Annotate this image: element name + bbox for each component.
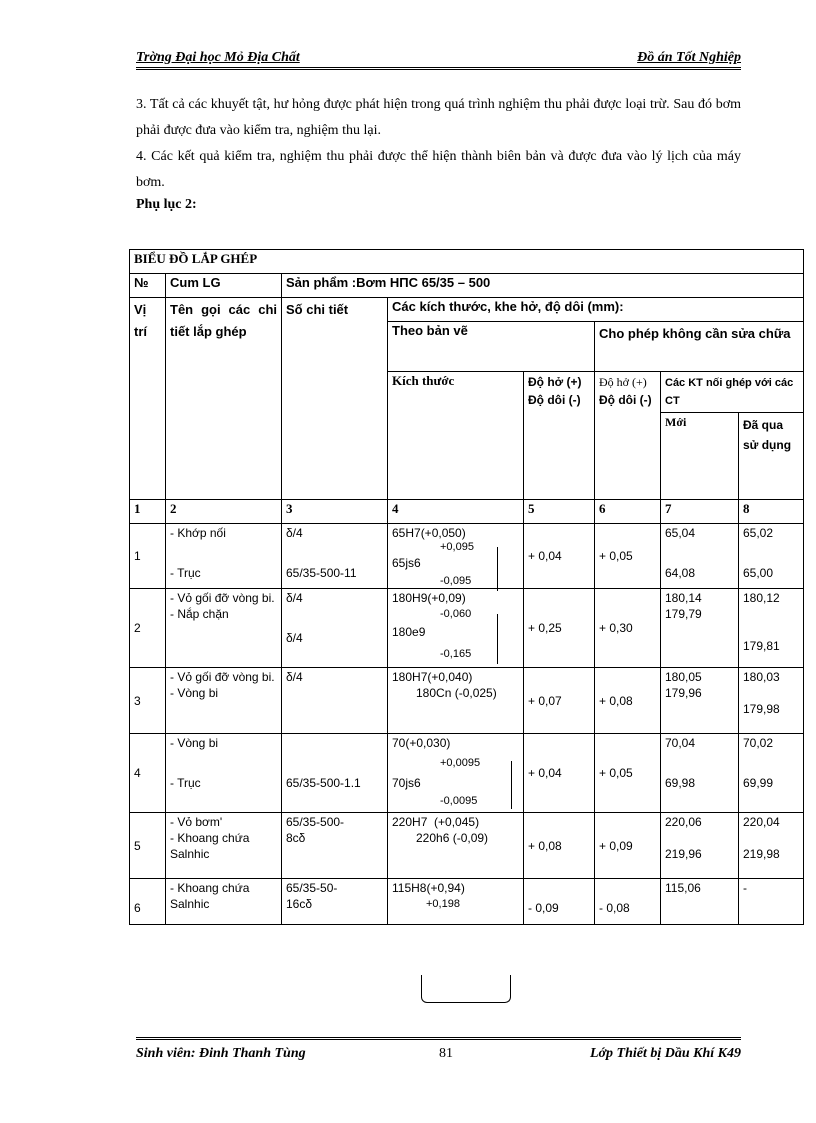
- new-value: 179,79: [665, 607, 702, 621]
- part-no: δ/4: [286, 526, 303, 540]
- used-value: 69,99: [743, 776, 774, 790]
- upper-deviation: +0,095: [440, 541, 474, 553]
- header-clearance-1: Độ hở (+): [528, 375, 582, 389]
- used-value: 219,98: [743, 847, 780, 861]
- row-part-nos: [282, 879, 388, 925]
- header-size: Kích thước: [388, 372, 524, 500]
- upper-deviation: +0,198: [426, 898, 460, 910]
- row-new: [661, 524, 739, 589]
- header-doc-type: Đồ án Tốt Nghiệp: [637, 50, 741, 65]
- new-value: 64,08: [665, 566, 696, 580]
- row-no: 3: [130, 668, 166, 734]
- size-tolerance: 180H9(+0,09): [392, 591, 466, 605]
- used-value: 70,02: [743, 736, 774, 750]
- used-value: 220,04: [743, 815, 780, 829]
- header-drawing: Theo bản vẽ: [388, 322, 595, 372]
- table-row: [130, 879, 804, 925]
- interference-drawing: - 0,09: [524, 879, 595, 925]
- row-part-nos: [282, 589, 388, 668]
- brace-icon: [446, 547, 498, 591]
- part-name: - Vỏ bơm': [170, 815, 223, 829]
- row-part-nos: [282, 734, 388, 813]
- header-dims: Các kích thước, khe hở, độ dôi (mm):: [388, 298, 804, 322]
- used-value: 65,02: [743, 526, 774, 540]
- row-part-names: [166, 589, 282, 668]
- row-size: [388, 879, 524, 925]
- new-value: 219,96: [665, 847, 702, 861]
- row-used: [739, 734, 804, 813]
- upper-deviation: +0,0095: [440, 757, 481, 769]
- row-part-names: [166, 813, 282, 879]
- page-footer: [136, 1046, 741, 1066]
- row-no: 4: [130, 734, 166, 813]
- new-value: 220,06: [665, 815, 702, 829]
- part-no: 65/35-500-11: [286, 566, 357, 580]
- header-position: Vị trí: [130, 298, 166, 500]
- col-num-8: 8: [739, 500, 804, 524]
- used-value: 179,98: [743, 702, 780, 716]
- page-number: 81: [439, 1046, 453, 1061]
- table-row: [130, 524, 804, 589]
- row-part-names: [166, 879, 282, 925]
- new-value: 180,05: [665, 670, 702, 684]
- row-no: 5: [130, 813, 166, 879]
- size-base: 65js6: [392, 556, 421, 570]
- paragraph-3: 3. Tất cả các khuyết tật, hư hỏng được phát hiện trong quá trình nghiệm thu phải được loại trừ. Sau đó bơm phải được đưa vào kiểm tra, nghiệm thu lại.: [136, 97, 741, 138]
- table-row: [130, 734, 804, 813]
- part-no: 65/35-500-1.1: [286, 776, 361, 790]
- new-value: 70,04: [665, 736, 696, 750]
- header-school: Trờng Đại học Mỏ Địa Chất: [136, 50, 300, 65]
- header-allowed: Cho phép không cần sửa chữa: [595, 322, 804, 372]
- size-tolerance: 180H7(+0,040): [392, 670, 473, 684]
- new-value: 69,98: [665, 776, 696, 790]
- table-title: BIỂU ĐỒ LẮP GHÉP: [130, 250, 804, 274]
- header-rule: [136, 67, 741, 70]
- row-no: 1: [130, 524, 166, 589]
- header-part-name: Tên gọi các chi tiết lắp ghép: [166, 298, 282, 500]
- row-no: 2: [130, 589, 166, 668]
- row-size: [388, 524, 524, 589]
- new-value: 115,06: [665, 881, 701, 895]
- part-name: - Vỏ gối đỡ vòng bi.: [170, 591, 275, 605]
- header-interference-1: Độ dôi (-): [528, 393, 581, 407]
- clearance-drawing: + 0,04: [524, 734, 595, 813]
- part-no: 65/35-50-16cδ: [286, 881, 338, 911]
- row-new: [661, 879, 739, 925]
- header-new: Mới: [661, 413, 739, 499]
- part-name: - Trục: [170, 566, 201, 580]
- row-new: [661, 813, 739, 879]
- used-value: -: [743, 881, 747, 895]
- header-interference-2: Độ dôi (-): [599, 393, 652, 407]
- row-used: [739, 813, 804, 879]
- upper-deviation: -0,060: [440, 608, 472, 620]
- used-value: 65,00: [743, 566, 774, 580]
- part-name: - Khớp nối: [170, 526, 226, 540]
- part-no: 65/35-500-8cδ: [286, 815, 345, 845]
- col-num-5: 5: [524, 500, 595, 524]
- size-tolerance: 65H7(+0,050): [392, 526, 466, 540]
- size-tolerance: 220H7 (+0,045): [392, 815, 480, 829]
- header-kt: Các KT nối ghép với các CT: [661, 372, 803, 413]
- row-new: [661, 668, 739, 734]
- table-row: [130, 668, 804, 734]
- header-product: Sản phẩm :Bơm HПС 65/35 – 500: [282, 274, 804, 298]
- clearance-allowed: + 0,05: [595, 524, 661, 589]
- header-used: Đã qua sử dụng: [743, 418, 792, 452]
- row-part-nos: [282, 813, 388, 879]
- row-used: [739, 589, 804, 668]
- part-name: - Khoang chứa Salnhic: [170, 881, 250, 911]
- row-part-names: [166, 524, 282, 589]
- row-no: 6: [130, 879, 166, 925]
- row-size: [388, 813, 524, 879]
- new-value: 65,04: [665, 526, 696, 540]
- used-value: 180,12: [743, 591, 780, 605]
- interference-allowed: - 0,08: [595, 879, 661, 925]
- header-no: №: [130, 274, 166, 298]
- col-num-6: 6: [595, 500, 661, 524]
- size-tolerance: 70(+0,030): [392, 736, 451, 750]
- brace-icon: [421, 975, 511, 1003]
- header-group: Cum LG: [166, 274, 282, 298]
- brace-icon: [446, 614, 498, 664]
- brace-icon: [446, 761, 512, 809]
- new-value: 179,96: [665, 686, 702, 700]
- part-no: δ/4: [286, 631, 303, 645]
- size-base: 180e9: [392, 625, 426, 639]
- header-joint-dims: [661, 372, 804, 500]
- row-size: [388, 668, 524, 734]
- col-num-1: 1: [130, 500, 166, 524]
- table-row: [130, 589, 804, 668]
- clearance-allowed: + 0,05: [595, 734, 661, 813]
- part-name: - Vỏ gối đỡ vòng bi.: [170, 670, 275, 684]
- row-new: [661, 589, 739, 668]
- row-used: [739, 524, 804, 589]
- col-num-2: 2: [166, 500, 282, 524]
- header-clearance-2: Độ hở (+): [599, 375, 647, 389]
- header-clearance-inter-2: [595, 372, 661, 500]
- size-tolerance: 115H8(+0,94): [392, 881, 465, 895]
- clearance-allowed: + 0,08: [595, 668, 661, 734]
- part-name: - Nắp chặn: [170, 607, 229, 621]
- row-part-nos: [282, 524, 388, 589]
- used-value: 179,81: [743, 639, 780, 653]
- part-name: - Vòng bi: [170, 736, 219, 750]
- appendix-title: Phụ lục 2:: [136, 197, 197, 212]
- size-base: 180Cn (-0,025): [416, 686, 497, 700]
- part-name: - Khoang chứa Salnhic: [170, 831, 250, 861]
- row-part-names: [166, 734, 282, 813]
- lower-deviation: -0,165: [440, 648, 472, 660]
- part-no: δ/4: [286, 670, 303, 684]
- clearance-drawing: + 0,08: [524, 813, 595, 879]
- row-part-names: [166, 668, 282, 734]
- size-base: 70js6: [392, 776, 421, 790]
- header-clearance-inter-1: [524, 372, 595, 500]
- part-no: δ/4: [286, 591, 303, 605]
- row-size: [388, 589, 524, 668]
- row-used: [739, 668, 804, 734]
- col-num-7: 7: [661, 500, 739, 524]
- col-num-3: 3: [282, 500, 388, 524]
- row-used: [739, 879, 804, 925]
- row-part-nos: [282, 668, 388, 734]
- lower-deviation: -0,0095: [440, 795, 478, 807]
- paragraph-4: 4. Các kết quả kiểm tra, nghiệm thu phải được thể hiện thành biên bản và được đưa vào lý lịch của máy bơm.: [136, 149, 741, 190]
- part-name: - Vòng bi: [170, 686, 219, 700]
- size-base: 220h6 (-0,09): [416, 831, 489, 845]
- lower-deviation: -0,095: [440, 575, 472, 587]
- fit-diagram-table: [129, 249, 804, 925]
- footer-student: Sinh viên: Đinh Thanh Tùng: [136, 1046, 306, 1061]
- new-value: 180,14: [665, 591, 702, 605]
- clearance-drawing: + 0,25: [524, 589, 595, 668]
- clearance-allowed: + 0,09: [595, 813, 661, 879]
- footer-rule: [136, 1037, 741, 1040]
- col-num-4: 4: [388, 500, 524, 524]
- footer-class: Lớp Thiết bị Dầu Khí K49: [589, 1046, 741, 1061]
- header-part-no: Số chi tiết: [282, 298, 388, 500]
- row-size: [388, 734, 524, 813]
- table-row: [130, 813, 804, 879]
- clearance-drawing: + 0,04: [524, 524, 595, 589]
- clearance-drawing: + 0,07: [524, 668, 595, 734]
- row-new: [661, 734, 739, 813]
- clearance-allowed: + 0,30: [595, 589, 661, 668]
- used-value: 180,03: [743, 670, 780, 684]
- part-name: - Trục: [170, 776, 201, 790]
